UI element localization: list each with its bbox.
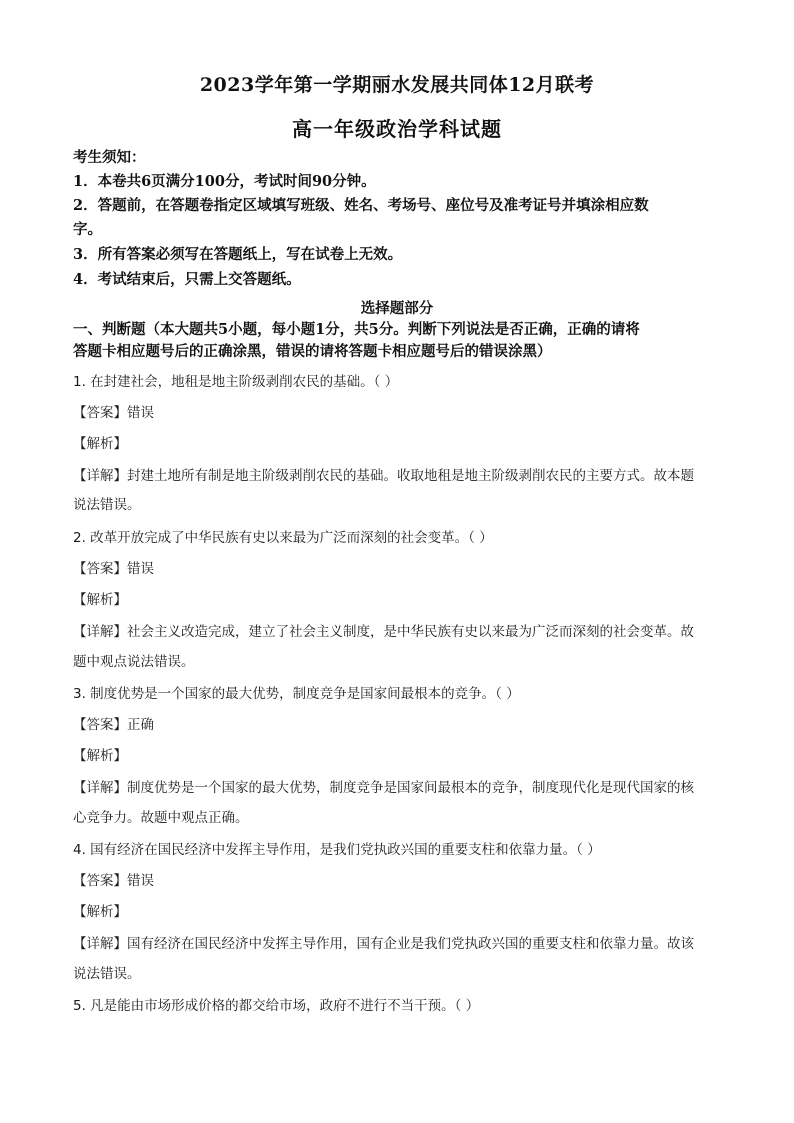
question-4-analysis-label: 【解析】 — [73, 904, 127, 920]
question-2-analysis-label: 【解析】 — [73, 592, 127, 608]
judge-heading-line-1: 一、判断题（本大题共5小题，每小题1分，共5分。判断下列说法是否正确，正确的请将 — [73, 321, 640, 338]
judge-heading-line-2: 答题卡相应题号后的正确涂黑，错误的请将答题卡相应题号后的错误涂黑） — [73, 343, 552, 360]
question-5-stem: 5. 凡是能由市场形成价格的都交给市场，政府不进行不当干预。（ ） — [73, 998, 480, 1014]
question-4-detail — [73, 934, 728, 954]
detail-text: 国有经济在国民经济中发挥主导作用，国有企业是我们党执政兴国的重要支柱和依靠力量。故该 — [127, 936, 694, 952]
question-4-stem: 4. 国有经济在国民经济中发挥主导作用，是我们党执政兴国的重要支柱和依靠力量。（ ） — [73, 842, 601, 858]
question-4-detail-cont: 说法错误。 — [73, 966, 141, 982]
question-3-stem: 3. 制度优势是一个国家的最大优势，制度竞争是国家间最根本的竞争。（ ） — [73, 686, 520, 702]
answer-value: 错误 — [127, 561, 154, 577]
notice-heading: 考生须知： — [73, 149, 146, 166]
question-2-detail — [73, 622, 728, 642]
section-title: 选择题部分 — [360, 300, 434, 317]
question-1-detail-cont: 说法错误。 — [73, 497, 141, 513]
question-3-analysis-label: 【解析】 — [73, 748, 127, 764]
answer-value: 错误 — [127, 405, 154, 421]
answer-value: 正确 — [127, 717, 154, 733]
question-2-answer — [73, 559, 728, 579]
answer-label: 【答案】 — [73, 561, 127, 577]
question-4-answer — [73, 871, 728, 891]
detail-label: 【详解】 — [73, 468, 127, 484]
question-1-stem: 1. 在封建社会，地租是地主阶级剥削农民的基础。（ ） — [73, 374, 399, 390]
notice-item-1: 1．本卷共6页满分100分，考试时间90分钟。 — [73, 173, 376, 190]
question-3-detail — [73, 778, 728, 798]
question-2-detail-cont: 题中观点说法错误。 — [73, 654, 195, 670]
notice-item-2: 2．答题前，在答题卷指定区域填写班级、姓名、考场号、座位号及准考证号并填涂相应数 — [73, 197, 649, 214]
question-1-detail — [73, 466, 728, 486]
detail-text: 制度优势是一个国家的最大优势，制度竞争是国家间最根本的竞争，制度现代化是现代国家的核 — [127, 780, 694, 796]
notice-item-4: 4．考试结束后，只需上交答题纸。 — [73, 271, 301, 288]
detail-text: 社会主义改造完成，建立了社会主义制度，是中华民族有史以来最为广泛而深刻的社会变革。故 — [127, 624, 694, 640]
judge-section-heading — [73, 319, 728, 363]
question-1-analysis-label: 【解析】 — [73, 436, 127, 452]
question-3-answer — [73, 715, 728, 735]
detail-text: 封建土地所有制是地主阶级剥削农民的基础。收取地租是地主阶级剥削农民的主要方式。故本题 — [127, 468, 694, 484]
answer-label: 【答案】 — [73, 717, 127, 733]
answer-label: 【答案】 — [73, 405, 127, 421]
notice-item-3: 3．所有答案必须写在答题纸上，写在试卷上无效。 — [73, 246, 403, 263]
exam-subtitle: 高一年级政治学科试题 — [292, 117, 502, 141]
detail-label: 【详解】 — [73, 624, 127, 640]
detail-label: 【详解】 — [73, 936, 127, 952]
answer-value: 错误 — [127, 873, 154, 889]
answer-label: 【答案】 — [73, 873, 127, 889]
question-2-stem: 2. 改革开放完成了中华民族有史以来最为广泛而深刻的社会变革。（ ） — [73, 530, 493, 546]
question-1-answer — [73, 403, 728, 423]
notice-item-2-cont: 字。 — [73, 221, 102, 238]
detail-label: 【详解】 — [73, 780, 127, 796]
question-3-detail-cont: 心竞争力。故题中观点正确。 — [73, 810, 249, 826]
exam-title: 2023学年第一学期丽水发展共同体12月联考 — [199, 74, 595, 96]
